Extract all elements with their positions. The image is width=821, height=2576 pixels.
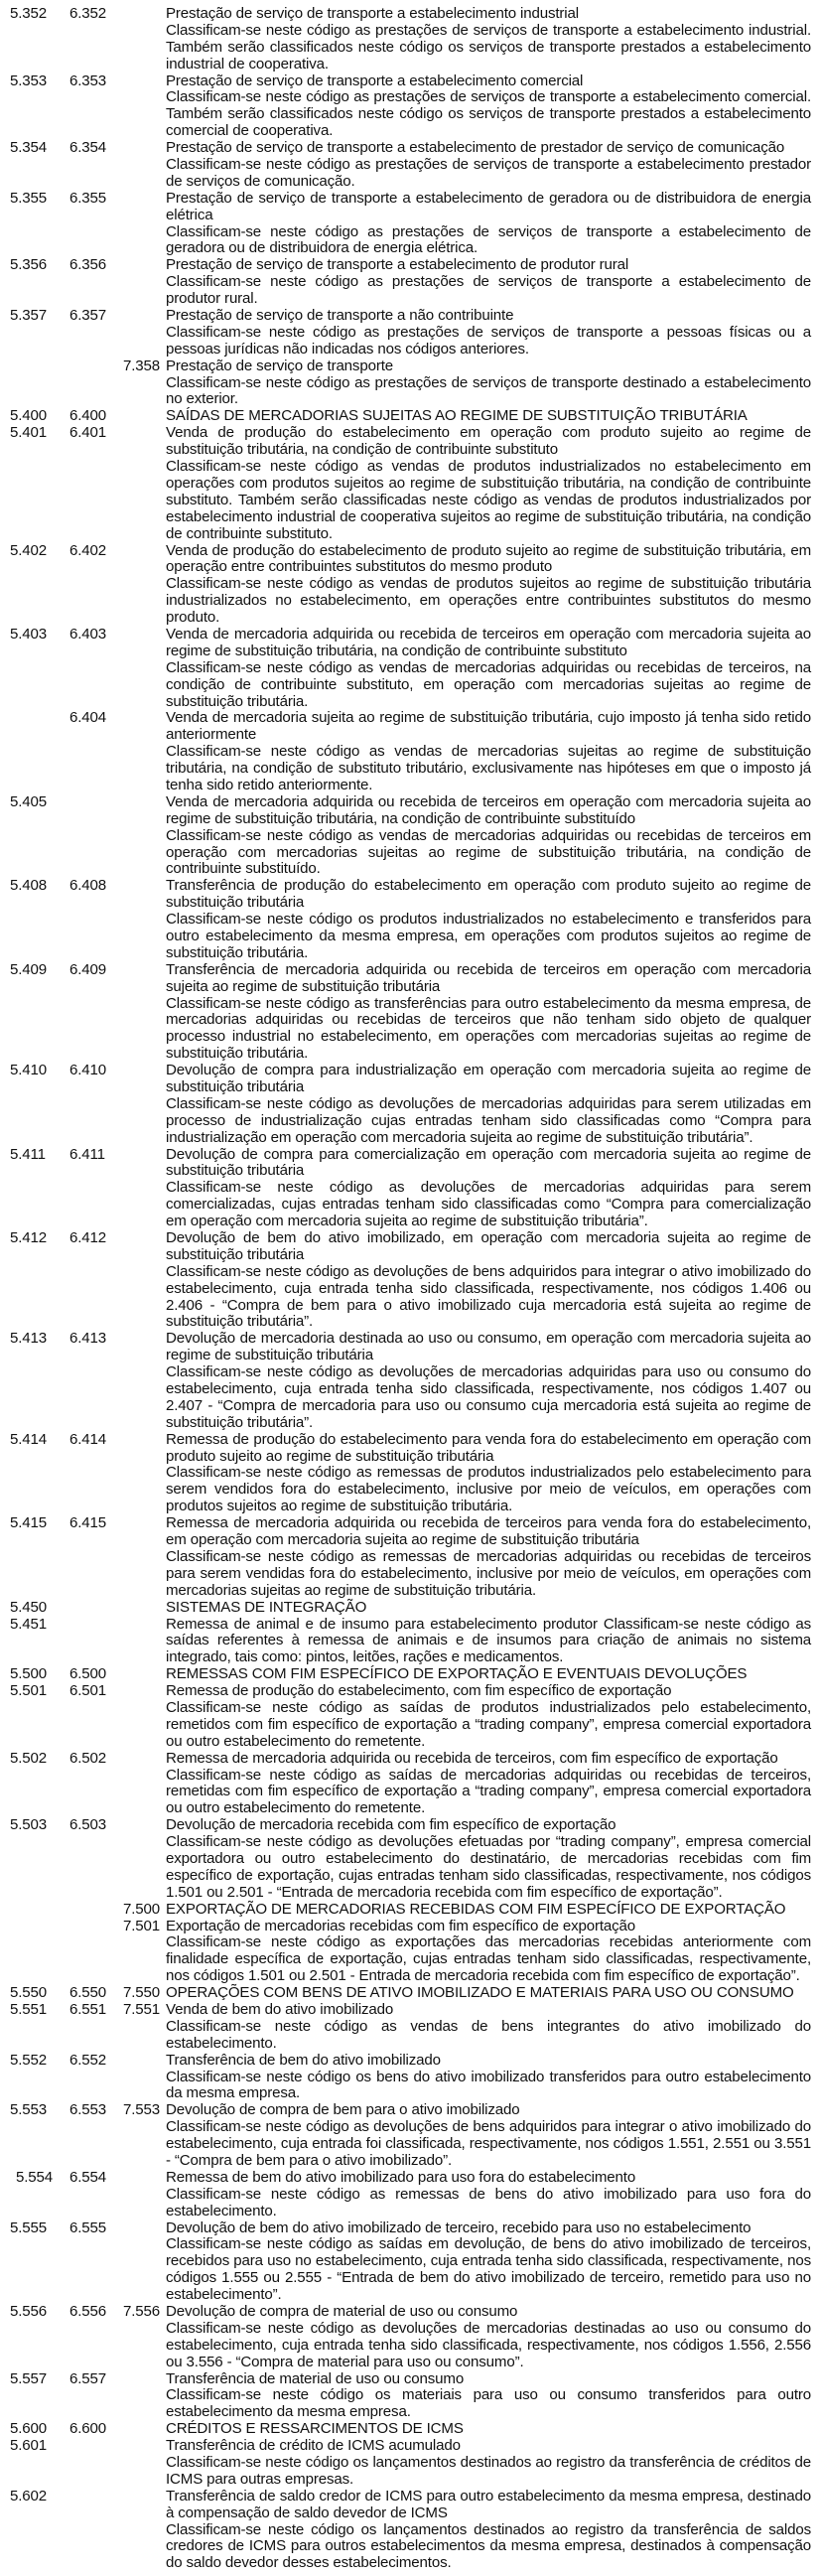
entry-title: Venda de produção do estabelecimento de produto sujeito ao regime de substituição tributária, em operação entre contribuintes substitutos do mesmo produto — [166, 541, 811, 576]
entry-description: Classificam-se neste código as prestações de serviços de transporte a estabelecimento industrial. Também serão classificados neste código os serviços de transporte prestados a estabelecimento industrial de cooperativa. — [166, 21, 811, 72]
code-interstate: 6.409 — [69, 960, 107, 978]
entry-title: Remessa de mercadoria adquirida ou recebida de terceiros, com fim específico de exportação — [166, 1749, 778, 1767]
entry-text — [166, 1063, 821, 1146]
code-interstate: 6.600 — [69, 2420, 107, 2438]
entry-text — [166, 1331, 821, 1431]
cfop-code-listing — [0, 6, 821, 2572]
entry-title: Devolução de mercadoria destinada ao uso ou consumo, em operação com mercadoria sujeita ao regime de substituição tributária — [166, 1330, 811, 1364]
entry-text — [166, 2421, 821, 2438]
entry-text — [166, 2220, 821, 2304]
code-interstate: 6.553 — [69, 2101, 107, 2119]
cfop-entry — [0, 962, 821, 1063]
entry-text — [166, 191, 821, 258]
entry-text — [166, 962, 821, 1063]
code-foreign: 7.358 — [123, 357, 161, 374]
entry-description: Classificam-se neste código as vendas de produtos sujeitos ao regime de substituição tributária industrializados no estabelecimento, em operações entre contribuintes substitutos do mesmo produto. — [166, 575, 811, 627]
entry-description: Classificam-se neste código as prestações de serviços de transporte a estabelecimento comercial. Também serão classificados neste código os serviços de transporte prestados a estabelecimento comercial de cooperativa. — [166, 88, 811, 140]
code-interstate: 6.353 — [69, 72, 107, 89]
entry-title: Venda de produção do estabelecimento em operação com produto sujeito ao regime de substituição tributária, na condição de contribuinte substituto — [166, 424, 811, 459]
cfop-entry — [0, 1666, 821, 1683]
code-state: 5.402 — [10, 541, 48, 559]
cfop-entry — [0, 1919, 821, 1986]
cfop-entry — [0, 2304, 821, 2371]
entry-title: Transferência de produção do estabelecimento em operação com produto sujeito ao regime de substituição tributária — [166, 877, 811, 912]
code-state: 5.405 — [10, 792, 48, 810]
entry-description: Classificam-se neste código os bens do ativo imobilizado transferidos para outro estabelecimento da mesma empresa. — [166, 2068, 811, 2102]
cfop-entry — [0, 2053, 821, 2103]
code-interstate: 6.501 — [69, 1682, 107, 1700]
code-state: 5.601 — [10, 2437, 48, 2455]
code-interstate: 6.354 — [69, 139, 107, 157]
code-interstate: 6.400 — [69, 407, 107, 425]
code-state: 5.602 — [10, 2487, 48, 2504]
entry-text — [166, 2102, 821, 2170]
cfop-entry — [0, 878, 821, 961]
code-interstate: 6.403 — [69, 625, 107, 643]
code-state: 5.554 — [16, 2168, 54, 2186]
cfop-entry — [0, 2002, 821, 2053]
cfop-entry — [0, 358, 821, 409]
code-interstate: 6.552 — [69, 2051, 107, 2069]
cfop-entry — [0, 140, 821, 191]
entry-title: Remessa de animal e de insumo para estabelecimento produtor Classificam-se neste código as saídas referentes à remessa de animais e de insumos para criação de animais no sistema integrado, tais como: pintos, leitões, rações e medicamentos. — [166, 1615, 811, 1666]
entry-title: Transferência de bem do ativo imobilizado — [166, 2051, 441, 2069]
code-interstate: 6.500 — [69, 1665, 107, 1683]
cfop-entry — [0, 191, 821, 258]
entry-text — [166, 1751, 821, 1818]
entry-title: Devolução de bem do ativo imobilizado, em operação com mercadoria sujeita ao regime de substituição tributária — [166, 1229, 811, 1263]
cfop-entry — [0, 1600, 821, 1617]
entry-description: Classificam-se neste código as devoluções efetuadas por “trading company”, empresa comercial exportadora ou outro estabelecimento do destinatário, de mercadorias recebidas com fim específico de exportação, cujas entradas tenham sido classificadas, respectivamente, nos códigos 1.501 ou 2.501 - “Entrada de mercadoria recebida com fim específico de exportação”. — [166, 1833, 811, 1901]
code-state: 5.503 — [10, 1816, 48, 1834]
cfop-entry — [0, 543, 821, 627]
code-state: 5.415 — [10, 1514, 48, 1532]
entry-text — [166, 1817, 821, 1901]
code-interstate: 6.415 — [69, 1514, 107, 1532]
entry-title: Prestação de serviço de transporte a estabelecimento de prestador de serviço de comunicação — [166, 139, 785, 157]
code-state: 5.400 — [10, 407, 48, 425]
code-state: 5.502 — [10, 1749, 48, 1767]
entry-title: OPERAÇÕES COM BENS DE ATIVO IMOBILIZADO E MATERIAIS PARA USO OU CONSUMO — [166, 1984, 794, 2002]
entry-text — [166, 1432, 821, 1515]
cfop-entry — [0, 1683, 821, 1751]
entry-title: Venda de mercadoria sujeita ao regime de substituição tributária, cujo imposto já tenha sido retido anteriormente — [166, 709, 811, 744]
cfop-entry — [0, 710, 821, 793]
cfop-entry — [0, 1515, 821, 1599]
entry-title: Devolução de bem do ativo imobilizado de terceiro, recebido para uso no estabelecimento — [166, 2218, 752, 2236]
entry-description: Classificam-se neste código as prestações de serviços de transporte a pessoas físicas ou a pessoas jurídicas não indicadas nos códigos anteriores. — [166, 323, 811, 358]
entry-title: Venda de bem do ativo imobilizado — [166, 2000, 394, 2018]
cfop-entry — [0, 2438, 821, 2489]
entry-description: Classificam-se neste código as saídas de produtos industrializados pelo estabelecimento, remetidos com fim específico de exportação a “trading company”, empresa comercial exportadora ou outro estabelecimento do remetente. — [166, 1698, 811, 1750]
entry-title: SAÍDAS DE MERCADORIAS SUJEITAS AO REGIME DE SUBSTITUIÇÃO TRIBUTÁRIA — [166, 407, 748, 425]
entry-title: Transferência de mercadoria adquirida ou recebida de terceiros em operação com mercadoria sujeita ao regime de substituição tributária — [166, 960, 811, 995]
entry-text — [166, 2170, 821, 2220]
entry-description: Classificam-se neste código os materiais para uso ou consumo transferidos para outro estabelecimento da mesma empresa. — [166, 2386, 811, 2421]
code-foreign: 7.551 — [123, 2000, 161, 2018]
entry-description: Classificam-se neste código as devoluções de bens adquiridos para integrar o ativo imobilizado do estabelecimento, cuja entrada tenha sido classificada, respectivamente, nos códigos 1.406 ou 2.406 - “Compra de bem para o ativo imobilizado cuja mercadoria está sujeita ao regime de substituição tributária”. — [166, 1262, 811, 1331]
entry-title: Prestação de serviço de transporte a estabelecimento de produtor rural — [166, 256, 629, 274]
entry-text — [166, 6, 821, 73]
cfop-entry — [0, 308, 821, 358]
code-state: 5.355 — [10, 189, 48, 207]
code-state: 5.411 — [10, 1145, 46, 1163]
entry-description: Classificam-se neste código as vendas de mercadorias adquiridas ou recebidas de terceiros, na condição de contribuinte substituto, em operação com mercadorias sujeitas ao regime de substituição tributária. — [166, 658, 811, 710]
cfop-entry — [0, 1902, 821, 1919]
code-interstate: 6.550 — [69, 1984, 107, 2002]
code-foreign: 7.550 — [123, 1984, 161, 2002]
code-state: 5.600 — [10, 2420, 48, 2438]
entry-description: Classificam-se neste código as remessas de produtos industrializados pelo estabelecimento para serem vendidos fora do estabelecimento, inclusive por meio de veículos, em operações com produtos sujeitos ao regime de substituição tributária. — [166, 1464, 811, 1515]
code-interstate: 6.502 — [69, 1749, 107, 1767]
entry-title: Remessa de mercadoria adquirida ou recebida de terceiros para venda fora do estabelecimento, em operação com mercadoria sujeita ao regime de substituição tributária — [166, 1514, 811, 1549]
code-interstate: 6.356 — [69, 256, 107, 274]
entry-description: Classificam-se neste código os produtos industrializados no estabelecimento e transferidos para outro estabelecimento da mesma empresa, em operações com produtos sujeitos ao regime de substituição tributária. — [166, 911, 811, 961]
cfop-entry — [0, 425, 821, 542]
entry-title: Prestação de serviço de transporte a estabelecimento industrial — [166, 5, 579, 22]
cfop-entry — [0, 2170, 821, 2220]
cfop-entry — [0, 1331, 821, 1431]
code-state: 5.356 — [10, 256, 48, 274]
entry-description: Classificam-se neste código as vendas de bens integrantes do ativo imobilizado do estabelecimento. — [166, 2017, 811, 2052]
entry-title: Prestação de serviço de transporte a estabelecimento de geradora ou de distribuidora de energia elétrica — [166, 189, 811, 223]
cfop-entry — [0, 1817, 821, 1901]
cfop-entry — [0, 1230, 821, 1331]
code-interstate: 6.352 — [69, 5, 107, 22]
code-interstate: 6.551 — [69, 2000, 107, 2018]
entry-text — [166, 1147, 821, 1230]
code-state: 5.557 — [10, 2369, 48, 2387]
code-interstate: 6.357 — [69, 307, 107, 325]
code-state: 5.409 — [10, 960, 48, 978]
entry-title: Devolução de compra de material de uso ou consumo — [166, 2303, 518, 2321]
entry-text — [166, 710, 821, 793]
code-state: 5.353 — [10, 72, 48, 89]
entry-text — [166, 2002, 821, 2053]
entry-description: Classificam-se neste código as devoluções de mercadorias adquiridas para serem comercializadas, cujas entradas tenham sido classificadas como “Compra para comercialização em operação com mercadoria sujeita ao regime de substituição tributária”. — [166, 1179, 811, 1230]
entry-text — [166, 1683, 821, 1751]
code-state: 5.414 — [10, 1430, 48, 1448]
cfop-entry — [0, 1751, 821, 1818]
entry-description: Classificam-se neste código as prestações de serviços de transporte a estabelecimento prestador de serviços de comunicação. — [166, 156, 811, 190]
entry-description: Classificam-se neste código as prestações de serviços de transporte destinado a estabelecimento no exterior. — [166, 373, 811, 408]
cfop-entry — [0, 2421, 821, 2438]
entry-text — [166, 140, 821, 191]
entry-title: Transferência de saldo credor de ICMS para outro estabelecimento da mesma empresa, destinado à compensação de saldo devedor de ICMS — [166, 2487, 811, 2521]
cfop-entry — [0, 73, 821, 141]
cfop-entry — [0, 627, 821, 710]
entry-title: Devolução de compra para comercialização em operação com mercadoria sujeita ao regime de substituição tributária — [166, 1145, 811, 1180]
entry-text — [166, 425, 821, 542]
code-state: 5.500 — [10, 1665, 48, 1683]
code-state: 5.552 — [10, 2051, 48, 2069]
code-interstate: 6.557 — [69, 2369, 107, 2387]
entry-description: Classificam-se neste código as prestações de serviços de transporte a estabelecimento de produtor rural. — [166, 273, 811, 308]
entry-description: Classificam-se neste código as saídas de mercadorias adquiridas ou recebidas de terceiros, remetidas com fim específico de exportação a “trading company”, empresa comercial exportadora ou outro estabelecimento do remetente. — [166, 1766, 811, 1817]
entry-title: Venda de mercadoria adquirida ou recebida de terceiros em operação com mercadoria sujeita ao regime de substituição tributária, na condição de contribuinte substituto — [166, 625, 811, 659]
entry-title: Prestação de serviço de transporte — [166, 357, 393, 374]
code-state: 5.412 — [10, 1229, 48, 1247]
code-interstate: 6.408 — [69, 877, 107, 895]
code-state: 5.357 — [10, 307, 48, 325]
code-state: 5.451 — [10, 1615, 48, 1633]
entry-title: Remessa de produção do estabelecimento para venda fora do estabelecimento em operação com produto sujeito ao regime de substituição tributária — [166, 1430, 811, 1465]
entry-text — [166, 1230, 821, 1331]
entry-title: Devolução de compra para industrialização em operação com mercadoria sujeita ao regime de substituição tributária — [166, 1062, 811, 1095]
entry-title: Devolução de mercadoria recebida com fim específico de exportação — [166, 1816, 616, 1834]
code-state: 5.551 — [10, 2000, 48, 2018]
cfop-entry — [0, 1147, 821, 1230]
entry-title: Transferência de material de uso ou consumo — [166, 2369, 465, 2387]
entry-description: Classificam-se neste código as exportações das mercadorias recebidas anteriormente com finalidade específica de exportação, cujas entradas tenham sido classificadas, respectivamente, nos códigos 1.501 ou 2.501 - Entrada de mercadoria recebida com fim específico de exportação”. — [166, 1933, 811, 1985]
code-state: 5.403 — [10, 625, 48, 643]
entry-text — [166, 2438, 821, 2489]
code-interstate: 6.413 — [69, 1330, 107, 1348]
code-state: 5.413 — [10, 1330, 48, 1348]
entry-title: CRÉDITOS E RESSARCIMENTOS DE ICMS — [166, 2420, 464, 2438]
entry-text — [166, 878, 821, 961]
code-interstate: 6.410 — [69, 1062, 107, 1079]
entry-title: Remessa de bem do ativo imobilizado para uso fora do estabelecimento — [166, 2168, 636, 2186]
entry-description: Classificam-se neste código as vendas de mercadorias sujeitas ao regime de substituição tributária, na condição de substituto tributário, exclusivamente nas hipóteses em que o imposto já tenha sido retido anteriormente. — [166, 743, 811, 793]
entry-text — [166, 2371, 821, 2422]
code-interstate: 6.402 — [69, 541, 107, 559]
entry-title: Transferência de crédito de ICMS acumulado — [166, 2437, 461, 2455]
entry-text — [166, 794, 821, 878]
cfop-entry — [0, 1617, 821, 1667]
entry-title: Exportação de mercadorias recebidas com fim específico de exportação — [166, 1917, 636, 1934]
code-interstate: 6.411 — [69, 1145, 105, 1163]
code-foreign: 7.553 — [123, 2101, 161, 2119]
code-interstate: 6.355 — [69, 189, 107, 207]
code-state: 5.555 — [10, 2218, 48, 2236]
entry-description: Classificam-se neste código as vendas de mercadorias adquiridas ou recebidas de terceiros em operação com mercadorias sujeitas ao regime de substituição tributária, na condição de contribuinte substituído. — [166, 826, 811, 878]
entry-title: EXPORTAÇÃO DE MERCADORIAS RECEBIDAS COM FIM ESPECÍFICO DE EXPORTAÇÃO — [166, 1900, 786, 1918]
code-foreign: 7.500 — [123, 1900, 161, 1918]
cfop-entry — [0, 2489, 821, 2572]
entry-text — [166, 408, 821, 425]
entry-description: Classificam-se neste código os lançamentos destinados ao registro da transferência de saldos credores de ICMS para outros estabelecimentos da mesma empresa, destinados à compensação do saldo devedor desses estabelecimentos. — [166, 2520, 811, 2572]
code-interstate: 6.503 — [69, 1816, 107, 1834]
entry-text — [166, 1902, 821, 1919]
entry-description: Classificam-se neste código as vendas de produtos industrializados no estabelecimento em operações com produtos sujeitos ao regime de substituição tributária, na condição de contribuinte substituto. Também serão classificadas neste código as vendas de produtos industrializados por estabelecimento industrial de cooperativa sujeitos ao regime de substituição tributária, na condição de contribuinte substituto. — [166, 458, 811, 542]
code-state: 5.408 — [10, 877, 48, 895]
cfop-entry — [0, 1432, 821, 1515]
code-state: 5.354 — [10, 139, 48, 157]
code-interstate: 6.404 — [69, 709, 107, 727]
entry-title: REMESSAS COM FIM ESPECÍFICO DE EXPORTAÇÃO E EVENTUAIS DEVOLUÇÕES — [166, 1665, 748, 1683]
entry-title: Prestação de serviço de transporte a não contribuinte — [166, 307, 514, 325]
entry-text — [166, 1985, 821, 2002]
cfop-entry — [0, 6, 821, 73]
entry-text — [166, 1515, 821, 1599]
code-state: 5.352 — [10, 5, 48, 22]
entry-description: Classificam-se neste código as devoluções de mercadorias adquiridas para uso ou consumo do estabelecimento, cuja entrada tenha sido classificada, respectivamente, nos códigos 1.407 ou 2.407 - “Compra de mercadoria para uso ou consumo cuja mercadoria está sujeita ao regime de substituição tributária”. — [166, 1363, 811, 1431]
code-foreign: 7.556 — [123, 2303, 161, 2321]
code-interstate: 6.412 — [69, 1229, 107, 1247]
cfop-entry — [0, 2220, 821, 2304]
code-interstate: 6.555 — [69, 2218, 107, 2236]
entry-description: Classificam-se neste código as prestações de serviços de transporte a estabelecimento de geradora ou de distribuidora de energia elétrica. — [166, 222, 811, 257]
entry-title: Prestação de serviço de transporte a estabelecimento comercial — [166, 72, 584, 89]
code-interstate: 6.414 — [69, 1430, 107, 1448]
entry-text — [166, 358, 821, 409]
code-interstate: 6.556 — [69, 2303, 107, 2321]
cfop-entry — [0, 2371, 821, 2422]
entry-title: Devolução de compra de bem para o ativo imobilizado — [166, 2101, 520, 2119]
entry-text — [166, 257, 821, 308]
entry-text — [166, 2304, 821, 2371]
entry-text — [166, 1919, 821, 1986]
code-foreign: 7.501 — [123, 1917, 161, 1934]
cfop-entry — [0, 2102, 821, 2170]
cfop-entry — [0, 1985, 821, 2002]
entry-title: SISTEMAS DE INTEGRAÇÃO — [166, 1598, 367, 1616]
cfop-entry — [0, 1063, 821, 1146]
cfop-entry — [0, 257, 821, 308]
entry-description: Classificam-se neste código as saídas em devolução, de bens do ativo imobilizado de terceiros, recebidos para uso no estabelecimento, cuja entrada tenha sido classificada, respectivamente, nos códigos 1.555 ou 2.555 - “Entrada de bem do ativo imobilizado de terceiro, remetido para uso no estabelecimento”. — [166, 2235, 811, 2304]
code-state: 5.553 — [10, 2101, 48, 2119]
entry-text — [166, 2489, 821, 2572]
entry-description: Classificam-se neste código as devoluções de mercadorias adquiridas para serem utilizadas em processo de industrialização cujas entradas tenham sido classificadas como “Compra para industrialização em operação com mercadoria sujeita ao regime de substituição tributária”. — [166, 1094, 811, 1146]
cfop-entry — [0, 408, 821, 425]
code-state: 5.556 — [10, 2303, 48, 2321]
code-state: 5.450 — [10, 1598, 48, 1616]
entry-text — [166, 543, 821, 627]
entry-text — [166, 1666, 821, 1683]
code-state: 5.501 — [10, 1682, 48, 1700]
entry-text — [166, 308, 821, 358]
entry-text — [166, 1600, 821, 1617]
entry-description: Classificam-se neste código os lançamentos destinados ao registro da transferência de créditos de ICMS para outras empresas. — [166, 2454, 811, 2488]
code-interstate: 6.554 — [69, 2168, 107, 2186]
entry-description: Classificam-se neste código as devoluções de bens adquiridos para integrar o ativo imobilizado do estabelecimento, cuja entrada foi classificada, respectivamente, nos códigos 1.551, 2.551 ou 3.551 - “Compra de bem para o ativo imobilizado”. — [166, 2118, 811, 2169]
entry-description: Classificam-se neste código as transferências para outro estabelecimento da mesma empresa, de mercadorias adquiridas ou recebidas de terceiros que não tenham sido objeto de qualquer processo industrial no estabelecimento, em operações com mercadorias sujeitas ao regime de substituição tributária. — [166, 994, 811, 1063]
code-state: 5.410 — [10, 1062, 48, 1079]
code-interstate: 6.401 — [69, 424, 107, 442]
entry-description: Classificam-se neste código as remessas de mercadorias adquiridas ou recebidas de terceiros para serem vendidas fora do estabelecimento, inclusive por meio de veículos, em operações com mercadorias sujeitas ao regime de substituição tributária. — [166, 1547, 811, 1599]
entry-title: Remessa de produção do estabelecimento, com fim específico de exportação — [166, 1682, 672, 1700]
entry-title: Venda de mercadoria adquirida ou recebida de terceiros em operação com mercadoria sujeita ao regime de substituição tributária, na condição de contribuinte substituído — [166, 792, 811, 827]
entry-text — [166, 1617, 821, 1667]
entry-text — [166, 73, 821, 141]
entry-description: Classificam-se neste código as remessas de bens do ativo imobilizado para uso fora do estabelecimento. — [166, 2185, 811, 2219]
entry-text — [166, 2053, 821, 2103]
entry-text — [166, 627, 821, 710]
code-state: 5.550 — [10, 1984, 48, 2002]
entry-description: Classificam-se neste código as devoluções de mercadorias destinadas ao uso ou consumo do estabelecimento, cuja entrada tenha sido classificada, respectivamente, nos códigos 1.556, 2.556 ou 3.556 - “Compra de material para uso ou consumo”. — [166, 2319, 811, 2370]
cfop-entry — [0, 794, 821, 878]
code-state: 5.401 — [10, 424, 48, 442]
